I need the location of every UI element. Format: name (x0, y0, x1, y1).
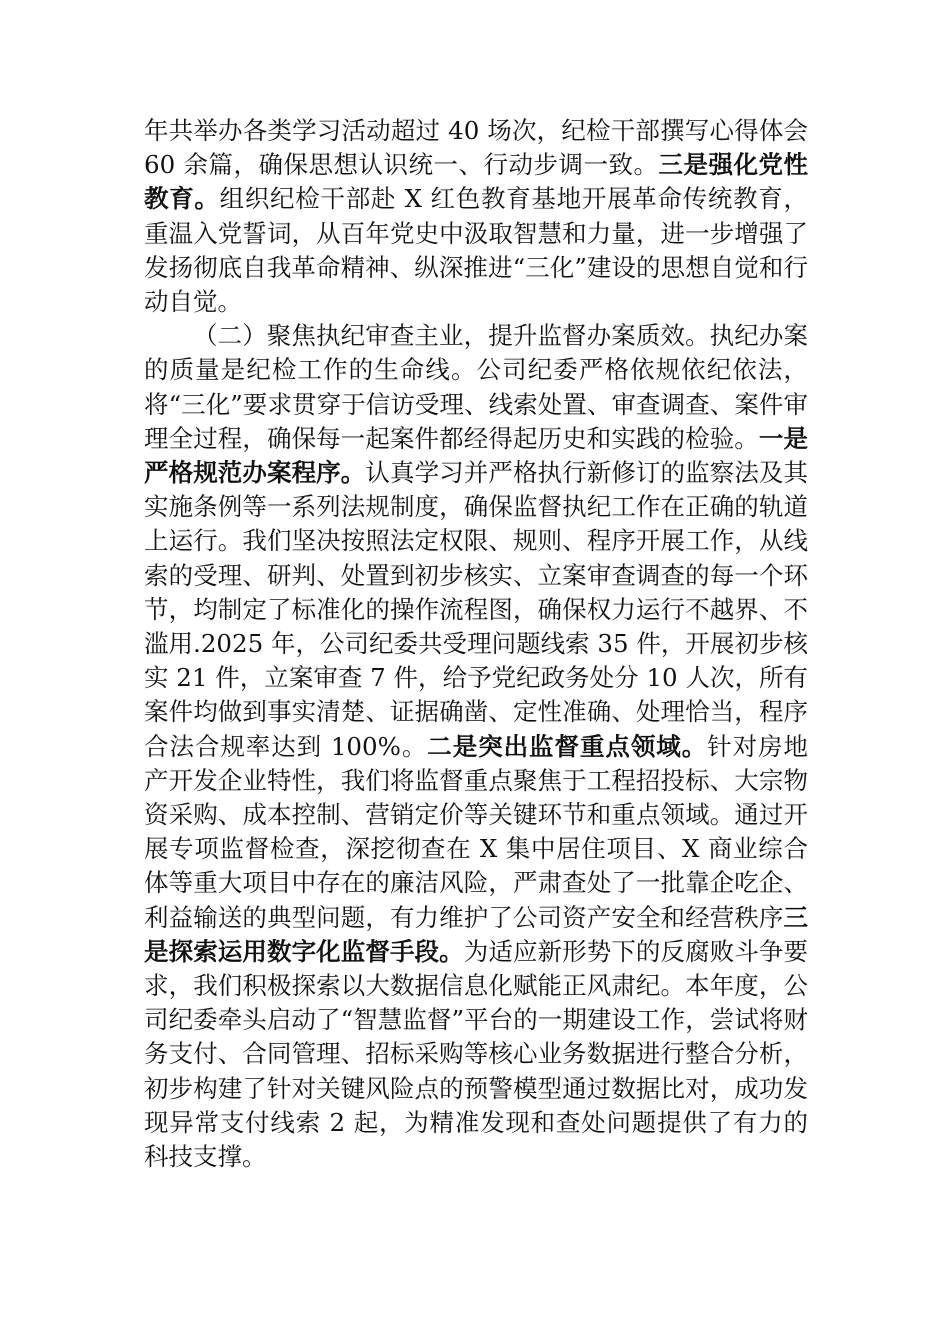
document-body (144, 114, 808, 1174)
paragraph-study-and-education (144, 114, 808, 319)
bold-heading-digital-supervision: 三是探索运用数字化监督手段。 (144, 902, 808, 966)
paragraph-text-key-areas: 针对房地产开发企业特性，我们将监督重点聚焦于工程招投标、大宗物资采购、成本控制、营销定价等关键环节和重点领域。通过开展专项监督检查，深挖彻查在 X 集中居住项目、X 商业综合体等重大项目中存在的廉洁风险，严肃查处了一批靠企吃企、利益输送的典型问题，有力维护了公司资产安全和经营秩序 (144, 731, 809, 932)
paragraph-case-review (144, 319, 808, 1174)
bold-heading-party-education: 三是强化党性教育。 (144, 150, 809, 214)
bold-heading-standardize-procedure: 一是严格规范办案程序。 (144, 423, 809, 488)
section-heading-case-quality: （二）聚焦执纪审查主业，提升监督办案质效。执纪办案的质量是纪检工作的生命线。公司纪委严格依规依纪依法，将“三化”要求贯穿于信访受理、线索处置、审查调查、案件审理全过程，确保每一起案件都经得起历史和实践的检验。 (144, 321, 808, 453)
bold-heading-key-areas: 二是突出监督重点领域。 (427, 731, 708, 761)
paragraph-text-study-activities: 年共举办各类学习活动超过 40 场次，纪检干部撰写心得体会 60 余篇，确保思想认识统一、行动步调一致。 (144, 116, 808, 180)
paragraph-text-digital-supervision: 为适应新形势下的反腐败斗争要求，我们积极探索以大数据信息化赋能正风肃纪。本年度，公司纪委牵头启动了“智慧监督”平台的一期建设工作，尝试将财务支付、合同管理、招标采购等核心业务数据进行整合分析，初步构建了针对关键风险点的预警模型通过数据比对，成功发现异常支付线索 2 起，为精准发现和查处问题提供了有力的科技支撑。 (144, 936, 808, 1172)
paragraph-text-procedure-details: 认真学习并严格执行新修订的监察法及其实施条例等一系列法规制度，确保监督执纪工作在正确的轨道上运行。我们坚决按照法定权限、规则、程序开展工作，从线索的受理、研判、处置到初步核实、立案审查调查的每一个环节，均制定了标准化的操作流程图，确保权力运行不越界、不滥用.2025 年，公司纪委共受理问题线索 35 件，开展初步核实 21 件，立案审查 7 件，给予党纪政务处分 10 人次，所有案件均做到事实清楚、证据确凿、定性准确、处理恰当，程序合法合规率达到 100%。 (144, 458, 809, 761)
paragraph-text-red-education: 组织纪检干部赴 X 红色教育基地开展革命传统教育，重温入党誓词，从百年党史中汲取智慧和力量，进一步增强了发扬彻底自我革命精神、纵深推进“三化”建设的思想自觉和行动自觉。 (144, 184, 809, 317)
